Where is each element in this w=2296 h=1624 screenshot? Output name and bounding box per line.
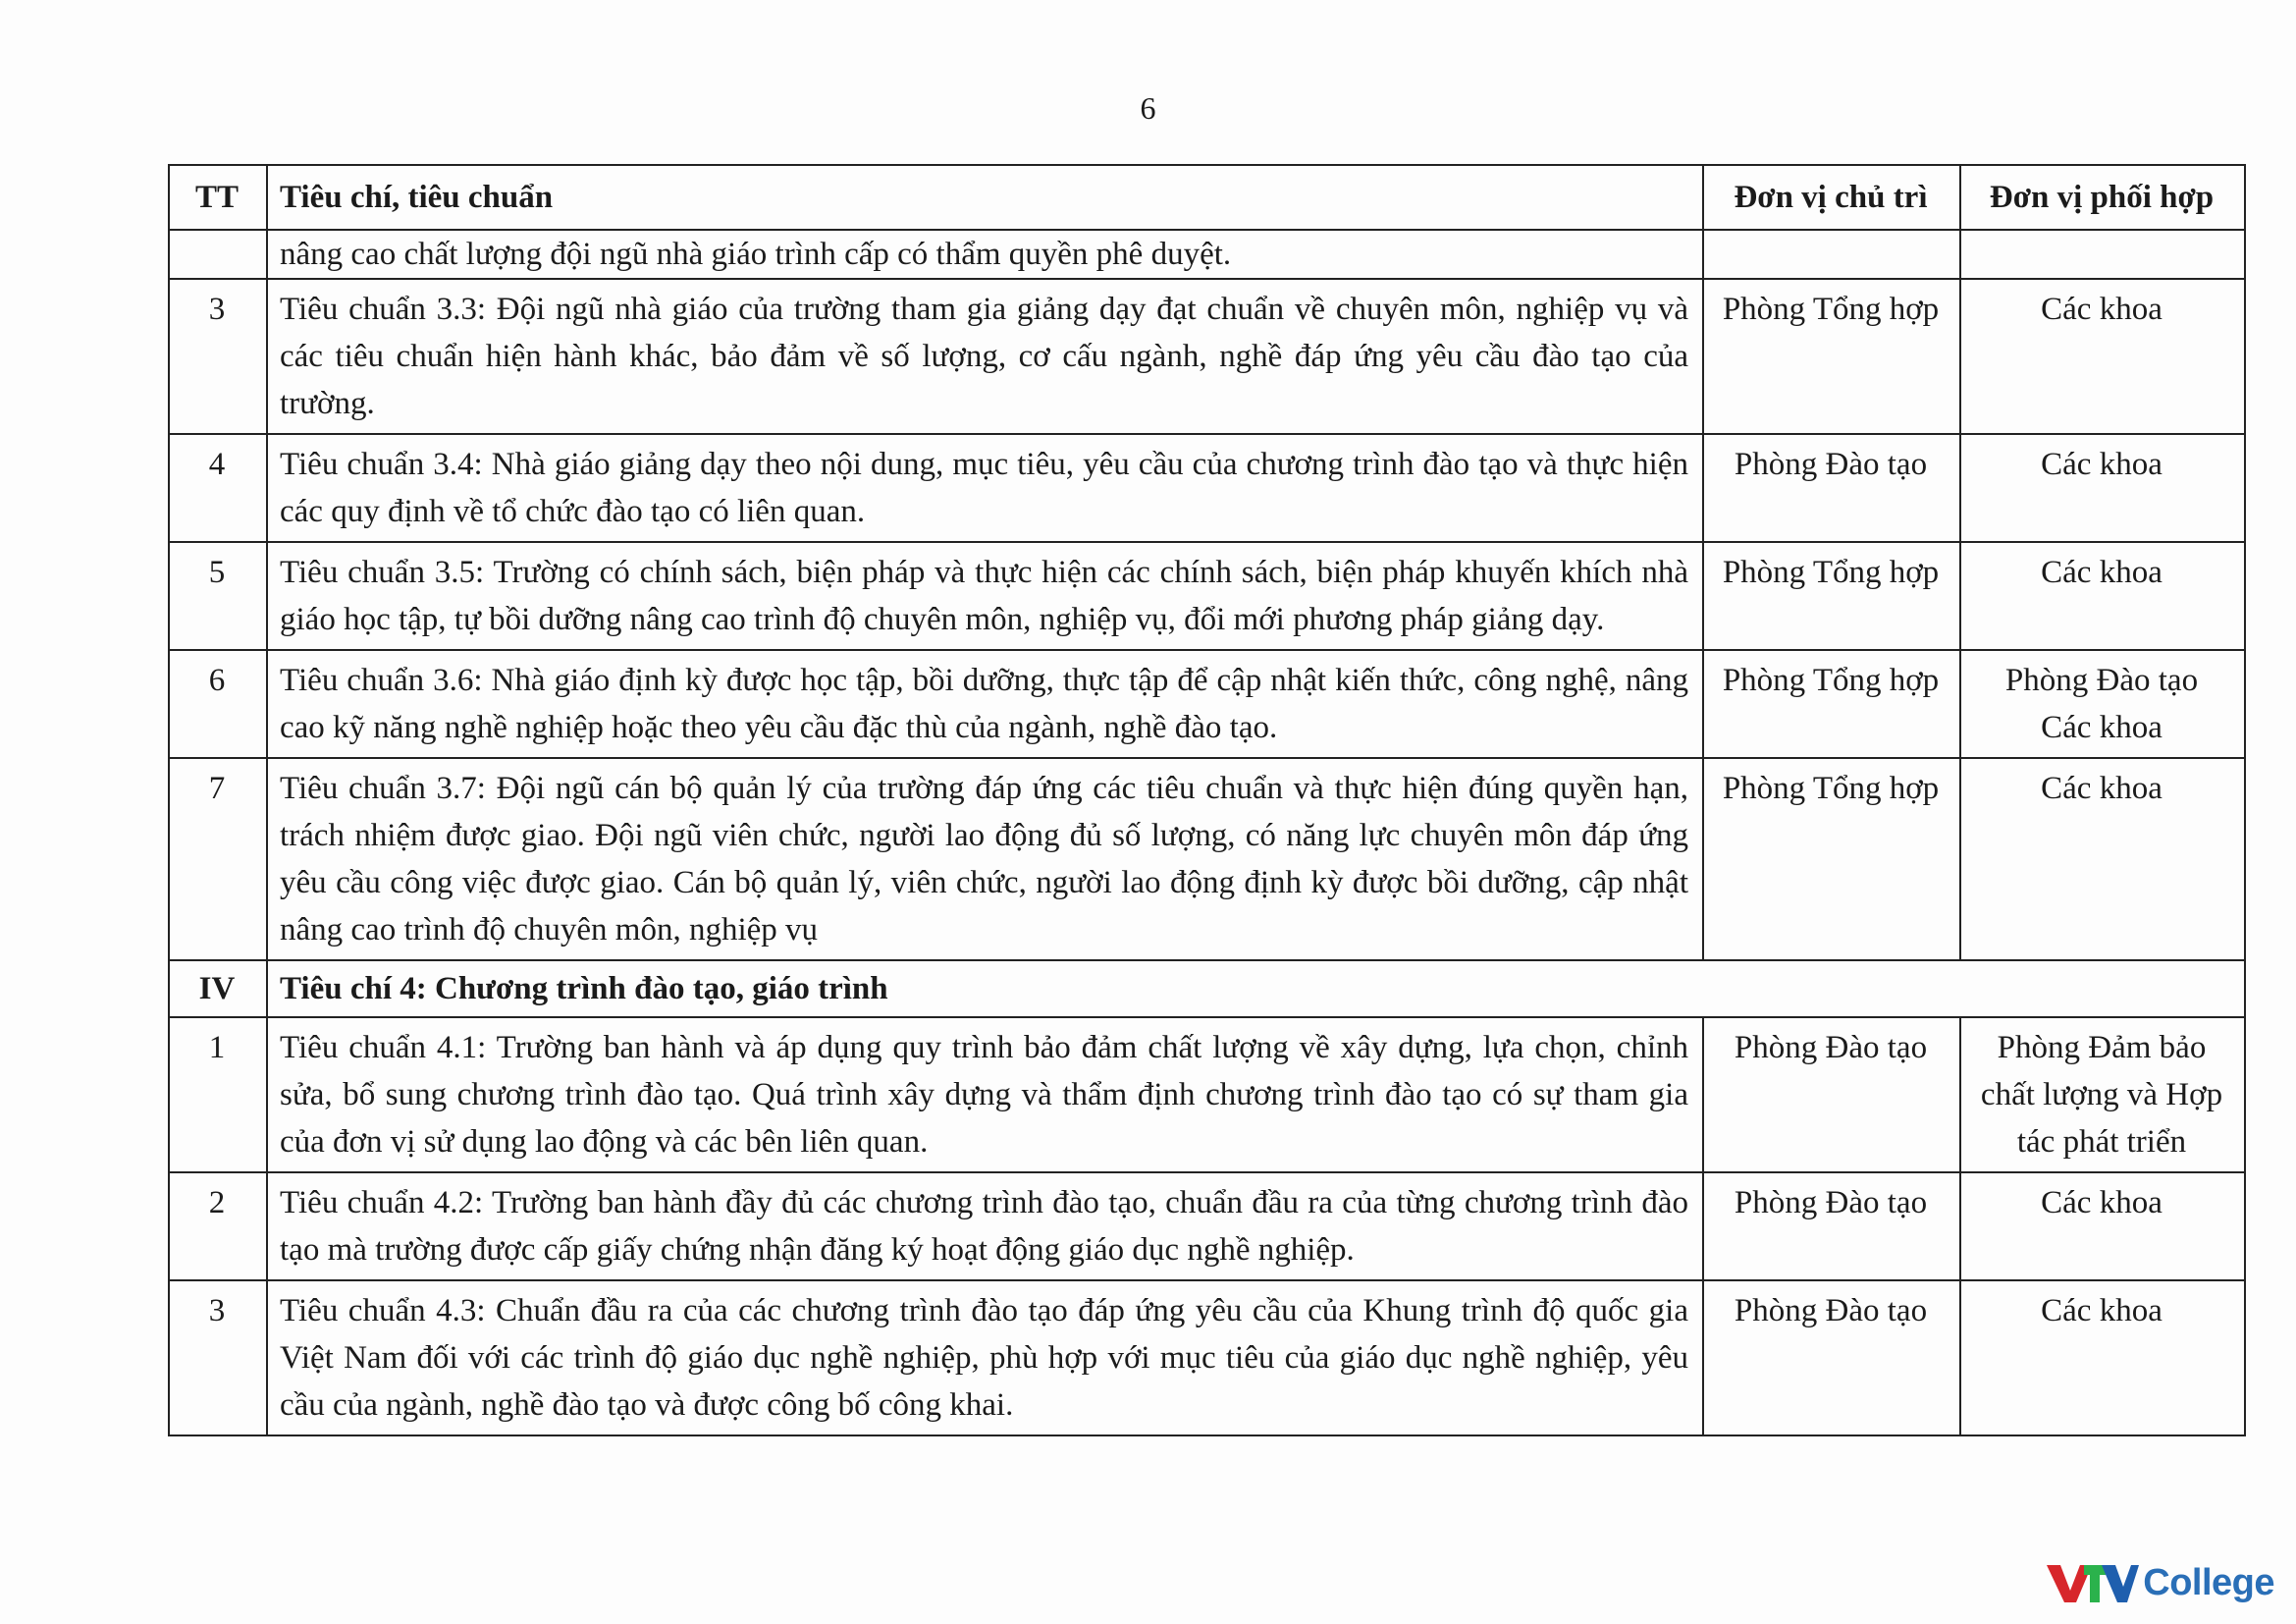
header-criteria: Tiêu chí, tiêu chuẩn	[267, 165, 1703, 230]
row-lead-unit: Phòng Tổng hợp	[1703, 279, 1960, 434]
table-header-row	[169, 165, 2245, 230]
row-coop-unit: Các khoa	[1960, 434, 2245, 542]
row-criteria-text: Tiêu chuẩn 4.3: Chuẩn đầu ra của các chương trình đào tạo đáp ứng yêu cầu của Khung trình độ quốc gia Việt Nam đối với các trình độ giáo dục nghề nghiệp, phù hợp với mục tiêu của giáo dục nghề nghiệp, yêu cầu của ngành, nghề đào tạo và được công bố công khai.	[267, 1280, 1703, 1435]
row-criteria-text: Tiêu chuẩn 4.2: Trường ban hành đầy đủ các chương trình đào tạo, chuẩn đầu ra của từng chương trình đào tạo mà trường được cấp giấy chứng nhận đăng ký hoạt động giáo dục nghề nghiệp.	[267, 1172, 1703, 1280]
section-title: Tiêu chí 4: Chương trình đào tạo, giáo trình	[267, 960, 2245, 1017]
row-criteria-text: Tiêu chuẩn 3.3: Đội ngũ nhà giáo của trường tham gia giảng dạy đạt chuẩn về chuyên môn, nghiệp vụ và các tiêu chuẩn hiện hành khác, bảo đảm về số lượng, cơ cấu ngành, nghề đáp ứng yêu cầu đào tạo của trường.	[267, 279, 1703, 434]
table-row	[169, 1280, 2245, 1435]
row-number: 7	[169, 758, 267, 960]
table-row	[169, 650, 2245, 758]
row-number: 3	[169, 279, 267, 434]
table-row	[169, 1172, 2245, 1280]
row-criteria-text: Tiêu chuẩn 3.4: Nhà giáo giảng dạy theo nội dung, mục tiêu, yêu cầu của chương trình đào tạo và thực hiện các quy định về tổ chức đào tạo có liên quan.	[267, 434, 1703, 542]
header-tt: TT	[169, 165, 267, 230]
row-number: 6	[169, 650, 267, 758]
row-coop-unit	[1960, 230, 2245, 279]
row-criteria-text: Tiêu chuẩn 3.5: Trường có chính sách, biện pháp và thực hiện các chính sách, biện pháp khuyến khích nhà giáo học tập, tự bồi dưỡng nâng cao trình độ chuyên môn, nghiệp vụ, đổi mới phương pháp giảng dạy.	[267, 542, 1703, 650]
row-lead-unit: Phòng Đào tạo	[1703, 1172, 1960, 1280]
row-number: 4	[169, 434, 267, 542]
row-coop-unit: Phòng Đảm bảo chất lượng và Hợp tác phát triển	[1960, 1017, 2245, 1172]
section-row	[169, 960, 2245, 1017]
row-lead-unit: Phòng Đào tạo	[1703, 1017, 1960, 1172]
row-number: 1	[169, 1017, 267, 1172]
row-lead-unit: Phòng Tổng hợp	[1703, 542, 1960, 650]
row-coop-unit: Các khoa	[1960, 758, 2245, 960]
row-number: 2	[169, 1172, 267, 1280]
table-row	[169, 279, 2245, 434]
row-criteria-text: nâng cao chất lượng đội ngũ nhà giáo trình cấp có thẩm quyền phê duyệt.	[267, 230, 1703, 279]
vtv-logo-icon	[2045, 1561, 2139, 1604]
row-coop-unit: Phòng Đào tạo Các khoa	[1960, 650, 2245, 758]
logo-wordmark: College	[2143, 1561, 2274, 1603]
row-number: 5	[169, 542, 267, 650]
table-row	[169, 1017, 2245, 1172]
row-coop-unit: Các khoa	[1960, 1280, 2245, 1435]
page-number: 6	[1140, 90, 1156, 126]
table-row	[169, 230, 2245, 279]
section-number: IV	[169, 960, 267, 1017]
header-coop-unit: Đơn vị phối hợp	[1960, 165, 2245, 230]
row-lead-unit: Phòng Tổng hợp	[1703, 758, 1960, 960]
table-row	[169, 434, 2245, 542]
vtv-college-logo	[2045, 1561, 2274, 1604]
row-lead-unit: Phòng Đào tạo	[1703, 434, 1960, 542]
row-coop-unit: Các khoa	[1960, 279, 2245, 434]
row-number: 3	[169, 1280, 267, 1435]
row-criteria-text: Tiêu chuẩn 3.7: Đội ngũ cán bộ quản lý của trường đáp ứng các tiêu chuẩn và thực hiện đúng quyền hạn, trách nhiệm được giao. Đội ngũ viên chức, người lao động đủ số lượng, có năng lực chuyên môn đáp ứng yêu cầu công việc được giao. Cán bộ quản lý, viên chức, người lao động định kỳ được bồi dưỡng, cập nhật nâng cao trình độ chuyên môn, nghiệp vụ	[267, 758, 1703, 960]
row-lead-unit	[1703, 230, 1960, 279]
table-row	[169, 758, 2245, 960]
row-coop-unit: Các khoa	[1960, 542, 2245, 650]
row-criteria-text: Tiêu chuẩn 4.1: Trường ban hành và áp dụng quy trình bảo đảm chất lượng về xây dựng, lựa chọn, chỉnh sửa, bổ sung chương trình đào tạo. Quá trình xây dựng và thẩm định chương trình đào tạo có sự tham gia của đơn vị sử dụng lao động và các bên liên quan.	[267, 1017, 1703, 1172]
row-criteria-text: Tiêu chuẩn 3.6: Nhà giáo định kỳ được học tập, bồi dưỡng, thực tập để cập nhật kiến thức, công nghệ, nâng cao kỹ năng nghề nghiệp hoặc theo yêu cầu đặc thù của ngành, nghề đào tạo.	[267, 650, 1703, 758]
table-row	[169, 542, 2245, 650]
criteria-table	[168, 164, 2246, 1436]
row-coop-unit: Các khoa	[1960, 1172, 2245, 1280]
row-lead-unit: Phòng Đào tạo	[1703, 1280, 1960, 1435]
row-lead-unit: Phòng Tổng hợp	[1703, 650, 1960, 758]
header-lead-unit: Đơn vị chủ trì	[1703, 165, 1960, 230]
row-number	[169, 230, 267, 279]
